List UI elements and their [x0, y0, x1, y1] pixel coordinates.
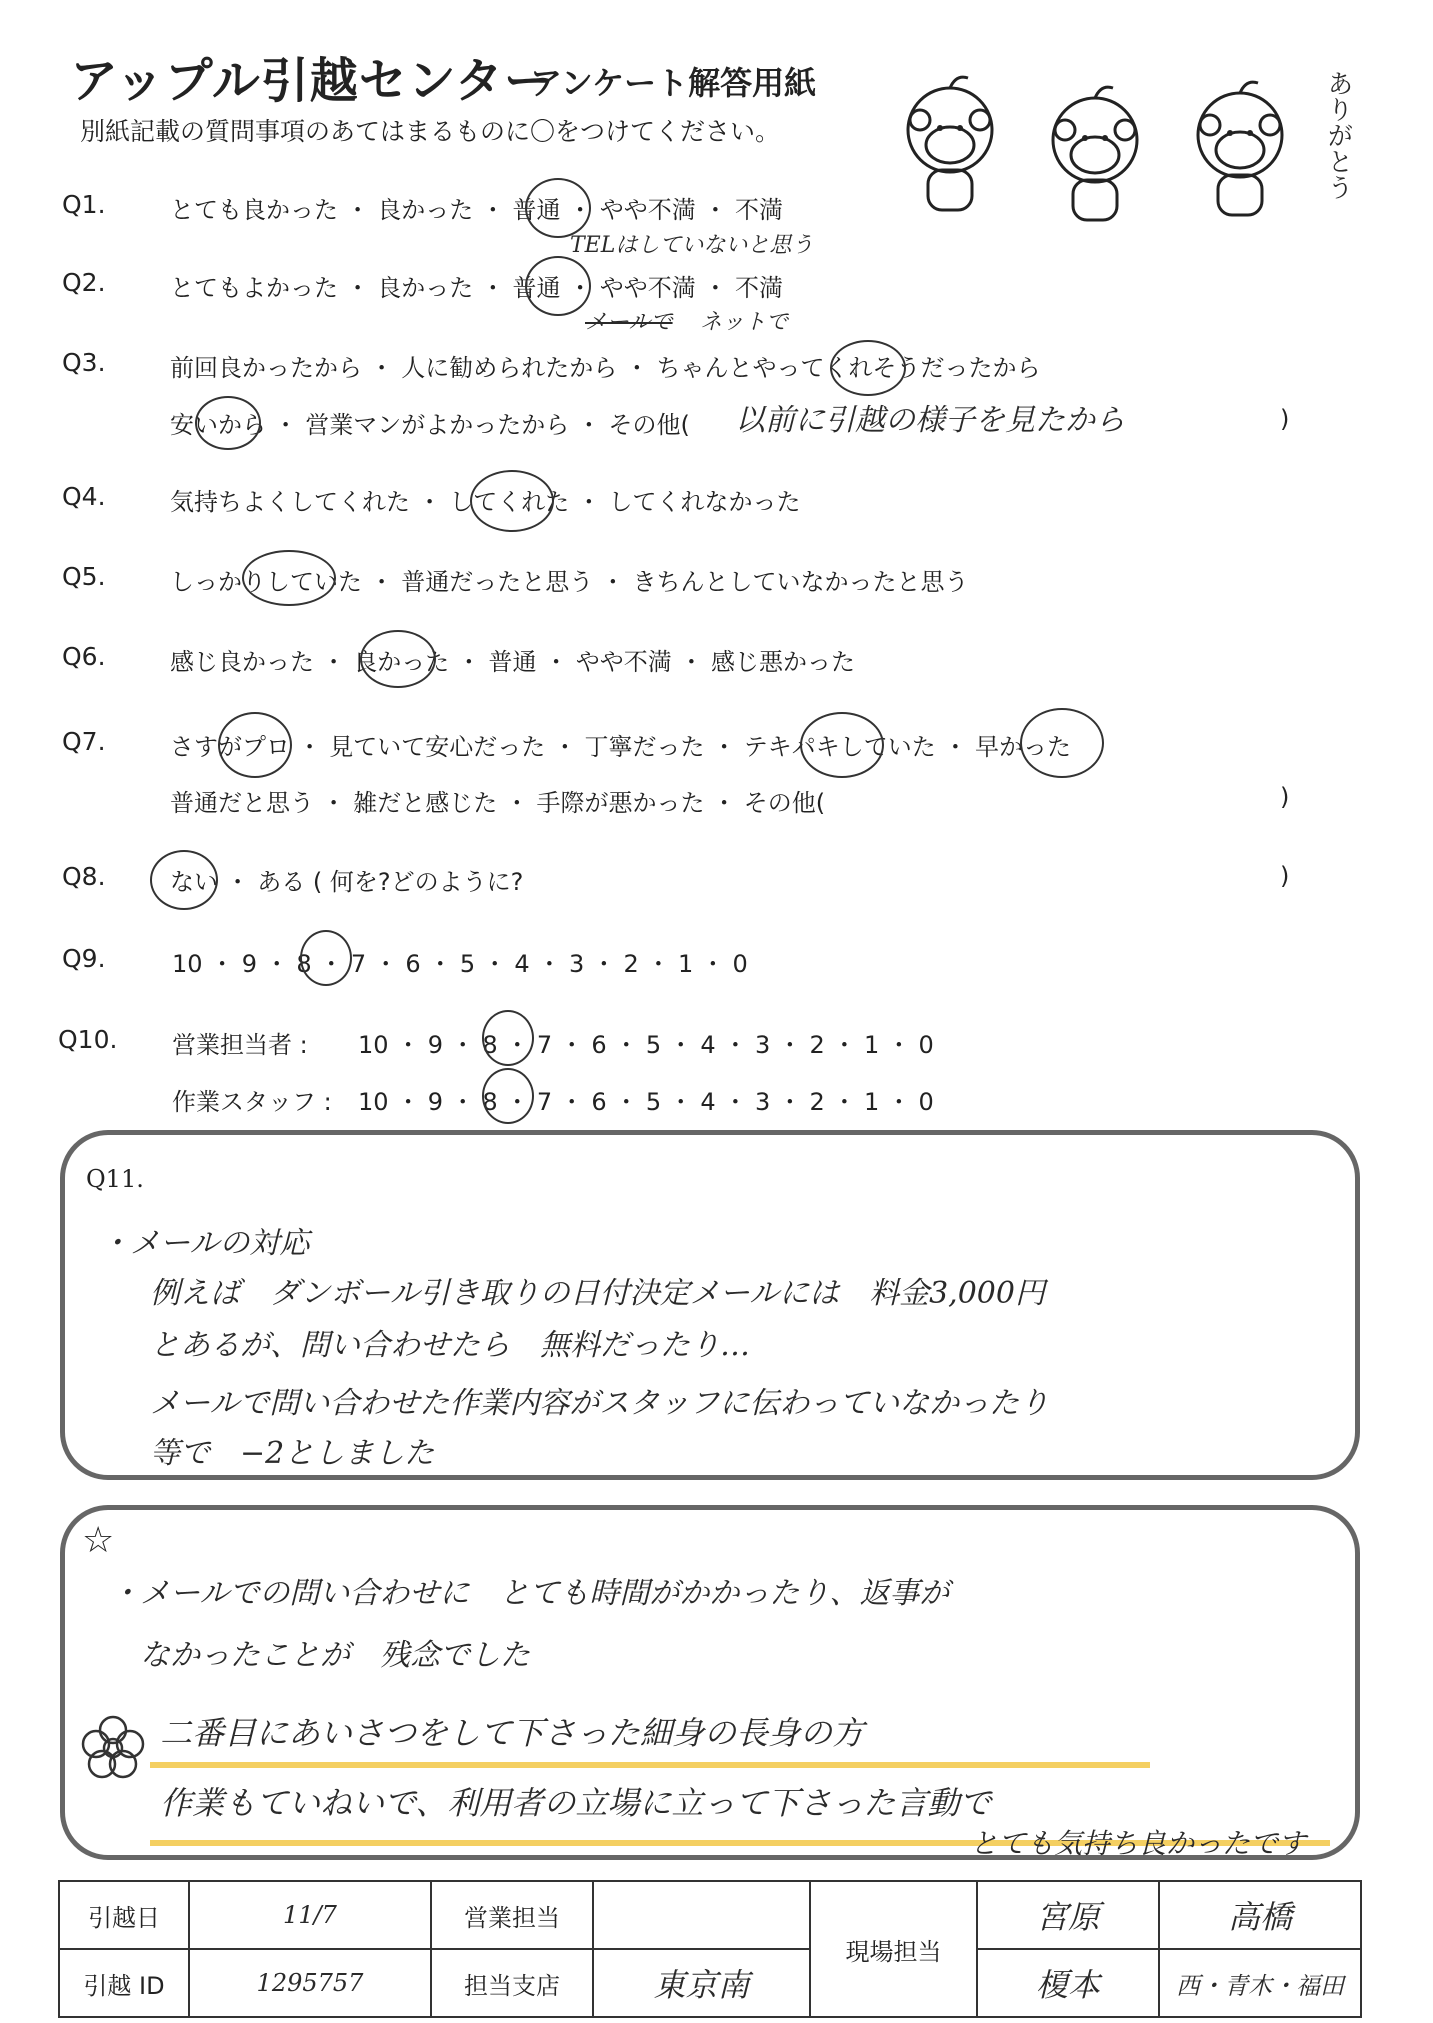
- star-icon: ☆: [82, 1520, 115, 1561]
- q8-options: ない ・ ある ( 何を?どのように?: [170, 868, 524, 896]
- form-subtitle: アンケート解答用紙: [530, 64, 817, 102]
- q7-options-line1: さすがプロ ・ 見ていて安心だった ・ 丁寧だった ・ テキパキしていた ・ 早かった: [170, 733, 1072, 761]
- q10-staff-scale: 10 ・ 9 ・ 8 ・ 7 ・ 6 ・ 5 ・ 4 ・ 3 ・ 2 ・ 1 ・ 0: [358, 1088, 934, 1116]
- q8-close-paren: ): [1280, 862, 1290, 890]
- q10-sales-label: 営業担当者 :: [172, 1031, 308, 1059]
- q10-sales-selection-circle: [482, 1010, 534, 1066]
- q2-handwritten-note: ネットで: [700, 310, 789, 335]
- q10-staff-selection-circle: [482, 1068, 534, 1124]
- q3-selection-circle-1: [830, 340, 906, 396]
- q11-line-4: メールで問い合わせた作業内容がスタッフに伝わっていなかったり: [150, 1386, 1050, 1421]
- company-title: アップル引越センター: [70, 53, 553, 109]
- q3-options-line1: 前回良かったから ・ 人に勧められたから ・ ちゃんとやってくれそうだったから: [170, 354, 1041, 382]
- q1-options: とても良かった ・ 良かった ・ 普通 ・ やや不満 ・ 不満: [170, 196, 784, 224]
- comment-line-1: ・メールでの問い合わせに とても時間がかかったり、返事が: [110, 1576, 950, 1611]
- q8-selection-circle: [150, 850, 218, 910]
- q2-selection-circle: [525, 256, 591, 316]
- flower-stamp-icon: [78, 1712, 148, 1782]
- sales-rep-label: 営業担当: [431, 1881, 593, 1949]
- q2-label: Q2.: [62, 268, 106, 297]
- q3-close-paren: ): [1280, 405, 1290, 433]
- q3-label: Q3.: [62, 348, 106, 377]
- site-staff-3: 榎本: [977, 1949, 1159, 2017]
- q2-struck-text: メールで: [585, 310, 673, 335]
- q1-handwritten-note: TELはしていないと思う: [570, 233, 814, 258]
- comment-line-3: 二番目にあいさつをして下さった細身の長身の方: [160, 1714, 865, 1752]
- q9-selection-circle: [300, 930, 352, 986]
- q10-label: Q10.: [58, 1025, 118, 1054]
- q11-line-1: ・メールの対応: [100, 1226, 310, 1261]
- footer-table: [58, 1880, 1362, 2018]
- move-id-value: 1295757: [189, 1949, 431, 2017]
- q3-handwritten-note: 以前に引越の様子を見たから: [735, 403, 1125, 438]
- q6-options: 感じ良かった ・ 良かった ・ 普通 ・ やや不満 ・ 感じ悪かった: [170, 648, 856, 676]
- q10-staff-label: 作業スタッフ :: [172, 1088, 332, 1116]
- q10-sales-scale: 10 ・ 9 ・ 8 ・ 7 ・ 6 ・ 5 ・ 4 ・ 3 ・ 2 ・ 1 ・ 0: [358, 1031, 934, 1059]
- branch-value: 東京南: [593, 1949, 810, 2017]
- q5-selection-circle: [242, 550, 336, 606]
- q8-label: Q8.: [62, 862, 106, 891]
- q7-selection-circle-3: [1020, 708, 1104, 778]
- q11-line-2: 例えば ダンボール引き取りの日付決定メールには 料金3,000円: [150, 1276, 1045, 1311]
- mascot-thanks-text: ありがとう: [1323, 70, 1353, 200]
- q7-selection-circle-1: [218, 712, 292, 778]
- site-staff-2: 高橋: [1159, 1881, 1361, 1949]
- q6-selection-circle: [360, 630, 436, 688]
- q3-options-line2: 安いから ・ 営業マンがよかったから ・ その他(: [170, 411, 690, 439]
- q9-scale: 10 ・ 9 ・ 8 ・ 7 ・ 6 ・ 5 ・ 4 ・ 3 ・ 2 ・ 1 ・ 0: [172, 950, 748, 978]
- q6-label: Q6.: [62, 642, 106, 671]
- comment-line-2: なかったことが 残念でした: [140, 1638, 530, 1673]
- move-date-value: 11/7: [189, 1881, 431, 1949]
- q3-selection-circle-2: [195, 396, 261, 450]
- sales-rep-value: [593, 1881, 810, 1949]
- site-staff-1: 宮原: [977, 1881, 1159, 1949]
- q11-label: Q11.: [86, 1165, 144, 1193]
- highlight-mark-1: [150, 1762, 1150, 1768]
- q7-options-line2: 普通だと思う ・ 雑だと感じた ・ 手際が悪かった ・ その他(: [170, 789, 826, 817]
- q4-label: Q4.: [62, 482, 106, 511]
- site-staff-4: 西・青木・福田: [1159, 1949, 1361, 2017]
- q5-label: Q5.: [62, 562, 106, 591]
- q4-options: 気持ちよくしてくれた ・ してくれた ・ してくれなかった: [170, 488, 801, 516]
- q4-selection-circle: [470, 470, 554, 532]
- site-staff-label: 現場担当: [810, 1881, 977, 2017]
- q1-label: Q1.: [62, 190, 106, 219]
- q7-label: Q7.: [62, 727, 106, 756]
- q2-options: とてもよかった ・ 良かった ・ 普通 ・ やや不満 ・ 不満: [170, 274, 784, 302]
- q11-line-5: 等で −2としました: [150, 1436, 435, 1471]
- comment-line-4: 作業もていねいで、利用者の立場に立って下さった言動で: [160, 1784, 992, 1822]
- mascot-icon: [880, 60, 1350, 230]
- q5-options: しっかりしていた ・ 普通だったと思う ・ きちんとしていなかったと思う: [170, 568, 969, 596]
- q9-label: Q9.: [62, 944, 106, 973]
- mascot-illustration: [880, 60, 1350, 230]
- comment-line-5: とても気持ち良かったです: [970, 1827, 1307, 1860]
- branch-label: 担当支店: [431, 1949, 593, 2017]
- q7-close-paren: ): [1280, 783, 1290, 811]
- instruction-text: 別紙記載の質問事項のあてはまるものに〇をつけてください。: [80, 117, 781, 146]
- q11-line-3: とあるが、問い合わせたら 無料だったり…: [150, 1328, 750, 1363]
- q7-selection-circle-2: [800, 712, 884, 778]
- move-date-label: 引越日: [59, 1881, 189, 1949]
- move-id-label: 引越 ID: [59, 1949, 189, 2017]
